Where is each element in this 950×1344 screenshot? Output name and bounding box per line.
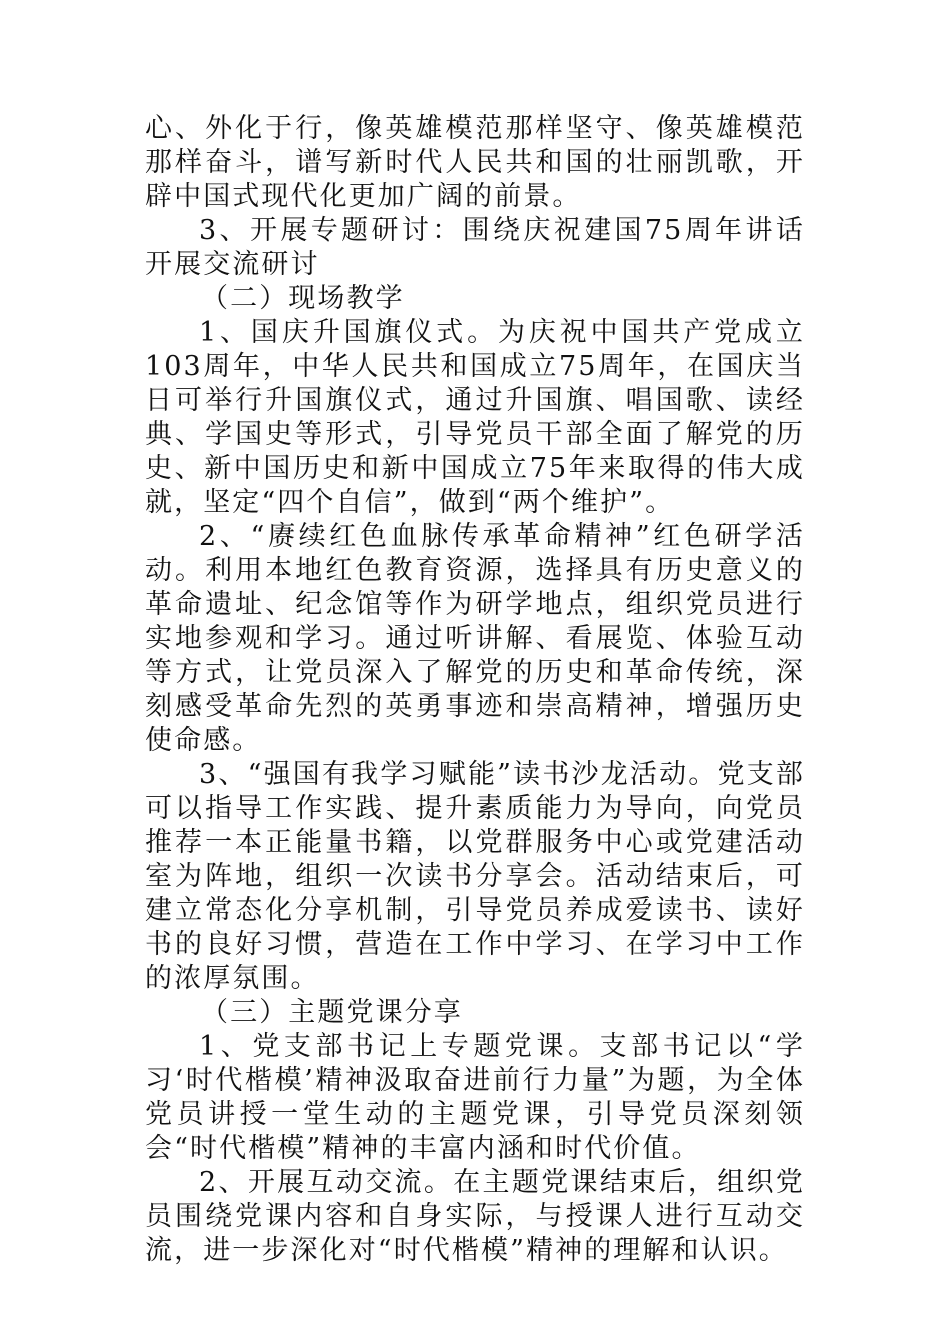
paragraph-item: 3、开展专题研讨：围绕庆祝建国75周年讲话开展交流研讨 (145, 215, 805, 280)
paragraph-item: 3、“强国有我学习赋能”读书沙龙活动。党支部可以指导工作实践、提升素质能力为导向，向党员推荐一本正能量书籍，以党群服务中心或党建活动室为阵地，组织一次读书分享会。活动结束后，可建立常态化分享机制，引导党员养成爱读书、读好书的良好习惯，营造在工作中学习、在学习中工作的浓厚氛围。 (145, 759, 805, 994)
document-page (145, 112, 805, 1268)
section-heading: （三）主题党课分享 (201, 997, 463, 1028)
paragraph-continuation: 心、外化于行，像英雄模范那样坚守、像英雄模范那样奋斗，谱写新时代人民共和国的壮丽凯歌，开辟中国式现代化更加广阔的前景。 (145, 113, 805, 212)
paragraph-item: 2、开展互动交流。在主题党课结束后，组织党员围绕党课内容和自身实际，与授课人进行互动交流，进一步深化对“时代楷模”精神的理解和认识。 (145, 1167, 805, 1266)
section-heading: （二）现场教学 (201, 283, 405, 314)
paragraph-item: 1、党支部书记上专题党课。支部书记以“学习‘时代楷模’精神汲取奋进前行力量”为题，为全体党员讲授一堂生动的主题党课，引导党员深刻领会“时代楷模”精神的丰富内涵和时代价值。 (145, 1031, 805, 1164)
paragraph-item: 1、国庆升国旗仪式。为庆祝中国共产党成立103周年，中华人民共和国成立75周年，在国庆当日可举行升国旗仪式，通过升国旗、唱国歌、读经典、学国史等形式，引导党员干部全面了解党的历史、新中国历史和新中国成立75年来取得的伟大成就，坚定“四个自信”，做到“两个维护”。 (145, 317, 805, 518)
paragraph-item: 2、“赓续红色血脉传承革命精神”红色研学活动。利用本地红色教育资源，选择具有历史意义的革命遗址、纪念馆等作为研学地点，组织党员进行实地参观和学习。通过听讲解、看展览、体验互动等方式，让党员深入了解党的历史和革命传统，深刻感受革命先烈的英勇事迹和崇高精神，增强历史使命感。 (145, 521, 805, 756)
